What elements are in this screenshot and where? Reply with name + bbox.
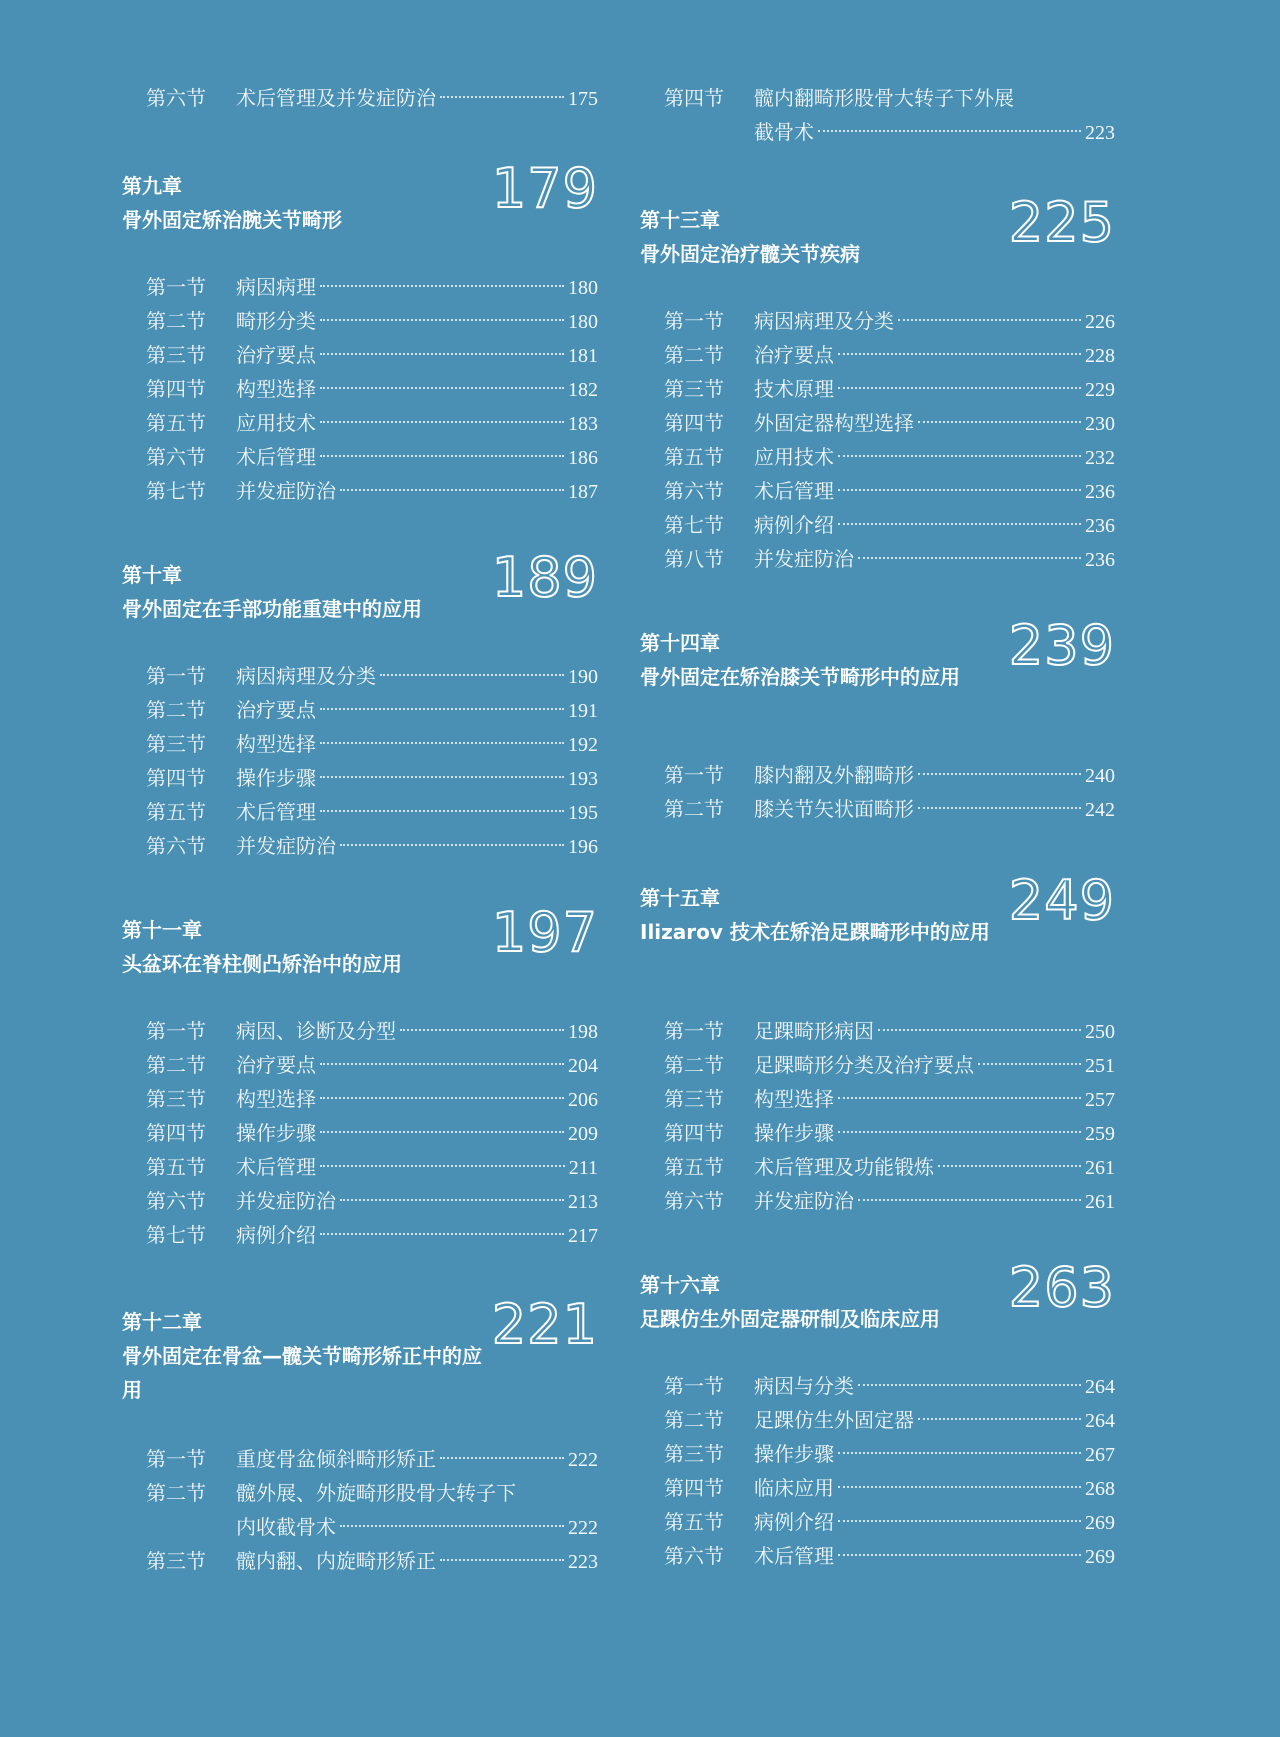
dot-leader (320, 708, 564, 710)
chapter-page-number: 239 (1008, 614, 1115, 677)
dot-leader (838, 489, 1081, 491)
section-number: 第二节 (146, 698, 206, 722)
page-number: 213 (568, 1191, 598, 1213)
toc-entry[interactable] (146, 659, 598, 693)
section-number: 第三节 (146, 1549, 206, 1573)
toc-entry[interactable] (664, 758, 1115, 792)
toc-entry[interactable] (664, 1437, 1115, 1471)
toc-entry-line2 (664, 115, 1115, 150)
dot-leader (440, 96, 564, 98)
toc-entry[interactable] (146, 1184, 598, 1218)
section-title: 操作步骤 (754, 1121, 834, 1145)
toc-entry[interactable] (664, 1082, 1115, 1116)
section-number: 第一节 (146, 1447, 206, 1471)
toc-entry[interactable] (146, 1082, 598, 1116)
toc-entry[interactable] (664, 1184, 1115, 1218)
section-title: 应用技术 (754, 445, 834, 469)
toc-entry-line1 (664, 81, 1115, 115)
section-title: 治疗要点 (754, 343, 834, 367)
section-title: 治疗要点 (236, 343, 316, 367)
dot-leader (440, 1559, 564, 1561)
dot-leader (320, 353, 564, 355)
section-title: 术后管理 (236, 800, 316, 824)
toc-entry[interactable] (146, 1048, 598, 1082)
section-title: 并发症防治 (236, 834, 336, 858)
chapter-title: 骨外固定在矫治膝关节畸形中的应用 (640, 665, 960, 689)
section-title: 构型选择 (236, 377, 316, 401)
section-title: 术后管理及功能锻炼 (754, 1155, 934, 1179)
chapter-label: 第十六章 (640, 1273, 720, 1297)
dot-leader (918, 807, 1081, 809)
chapter-label: 第十二章 (122, 1310, 202, 1334)
section-number: 第一节 (146, 1019, 206, 1043)
dot-leader (320, 387, 564, 389)
section-number: 第七节 (664, 513, 724, 537)
section-title: 病因病理及分类 (236, 664, 376, 688)
dot-leader (320, 285, 564, 287)
section-number: 第六节 (146, 1189, 206, 1213)
page-number: 211 (568, 1157, 598, 1179)
dot-leader (320, 742, 564, 744)
dot-leader (320, 1165, 565, 1167)
section-number: 第一节 (664, 763, 724, 787)
dot-leader (320, 1097, 564, 1099)
page-number: 182 (568, 379, 598, 401)
toc-entry-line1 (146, 1476, 598, 1510)
page-number: 222 (568, 1517, 598, 1539)
page-number: 264 (1085, 1376, 1115, 1398)
page-number: 183 (568, 413, 598, 435)
toc-entry[interactable] (146, 406, 598, 440)
toc-entry[interactable] (664, 338, 1115, 372)
dot-leader (320, 455, 564, 457)
dot-leader (838, 1520, 1081, 1522)
dot-leader (838, 523, 1081, 525)
section-number: 第二节 (146, 1481, 206, 1505)
section-title: 重度骨盆倾斜畸形矫正 (236, 1447, 436, 1471)
section-title: 髋外展、外旋畸形股骨大转子下 (236, 1481, 516, 1505)
page-number: 232 (1085, 447, 1115, 469)
toc-entry[interactable] (664, 440, 1115, 474)
page-number: 223 (1085, 122, 1115, 144)
toc-entry[interactable] (664, 1403, 1115, 1437)
section-title: 操作步骤 (236, 766, 316, 790)
section-title: 术后管理 (236, 1155, 316, 1179)
section-number: 第四节 (664, 86, 724, 110)
section-number: 第一节 (664, 1374, 724, 1398)
toc-entry[interactable] (664, 1505, 1115, 1539)
page-number: 236 (1085, 515, 1115, 537)
section-number: 第六节 (146, 86, 206, 110)
page-number: 206 (568, 1089, 598, 1111)
section-title: 足踝仿生外固定器 (754, 1408, 914, 1432)
chapter-title: 足踝仿生外固定器研制及临床应用 (640, 1307, 940, 1331)
page-number: 175 (568, 88, 598, 110)
dot-leader (858, 557, 1081, 559)
section-title: 并发症防治 (236, 1189, 336, 1213)
section-title: 病因、诊断及分型 (236, 1019, 396, 1043)
chapter-title: 头盆环在脊柱侧凸矫治中的应用 (122, 952, 402, 976)
dot-leader (838, 1486, 1081, 1488)
chapter-heading[interactable] (122, 901, 598, 981)
section-title: 髋内翻畸形股骨大转子下外展 (754, 86, 1014, 110)
dot-leader (838, 1452, 1081, 1454)
page-number: 217 (568, 1225, 598, 1247)
page-number: 198 (568, 1021, 598, 1043)
toc-entry[interactable] (146, 1218, 598, 1252)
toc-entry[interactable] (664, 542, 1115, 576)
section-title: 并发症防治 (754, 1189, 854, 1213)
dot-leader (320, 1063, 564, 1065)
dot-leader (340, 1525, 564, 1527)
chapter-heading[interactable] (122, 1293, 598, 1407)
dot-leader (978, 1063, 1081, 1065)
section-number: 第六节 (664, 1544, 724, 1568)
section-number: 第五节 (146, 411, 206, 435)
section-number: 第七节 (146, 1223, 206, 1247)
chapter-page-number: 221 (491, 1293, 598, 1356)
section-number: 第二节 (664, 797, 724, 821)
page-number: 242 (1085, 799, 1115, 821)
toc-entry[interactable] (146, 727, 598, 761)
toc-entry[interactable] (664, 1150, 1115, 1184)
section-number: 第二节 (146, 309, 206, 333)
toc-entry[interactable] (146, 304, 598, 338)
page-number: 180 (568, 311, 598, 333)
section-title-continued: 截骨术 (754, 120, 814, 144)
toc-entry[interactable] (146, 474, 598, 508)
section-number: 第一节 (146, 275, 206, 299)
page-number: 196 (568, 836, 598, 858)
page-number: 268 (1085, 1478, 1115, 1500)
toc-entry-line2 (146, 1510, 598, 1545)
section-title: 膝关节矢状面畸形 (754, 797, 914, 821)
toc-entry[interactable] (146, 761, 598, 795)
chapter-heading[interactable] (122, 157, 598, 237)
chapter-label: 第九章 (122, 174, 182, 198)
section-title: 临床应用 (754, 1476, 834, 1500)
dot-leader (838, 455, 1081, 457)
section-number: 第二节 (664, 343, 724, 367)
dot-leader (440, 1457, 564, 1459)
page-number: 195 (568, 802, 598, 824)
section-number: 第三节 (664, 1087, 724, 1111)
toc-entry[interactable] (664, 304, 1115, 338)
section-title: 病因与分类 (754, 1374, 854, 1398)
section-number: 第六节 (664, 1189, 724, 1213)
page-number: 226 (1085, 311, 1115, 333)
dot-leader (340, 489, 564, 491)
toc-entry[interactable] (146, 372, 598, 406)
dot-leader (320, 319, 564, 321)
dot-leader (838, 387, 1081, 389)
dot-leader (858, 1199, 1081, 1201)
chapter-page-number: 197 (491, 901, 598, 964)
section-title: 并发症防治 (236, 479, 336, 503)
section-title: 操作步骤 (754, 1442, 834, 1466)
dot-leader (340, 844, 564, 846)
page-number: 261 (1085, 1157, 1115, 1179)
dot-leader (340, 1199, 564, 1201)
dot-leader (320, 776, 564, 778)
section-number: 第五节 (664, 445, 724, 469)
dot-leader (858, 1384, 1081, 1386)
chapter-label: 第十五章 (640, 886, 720, 910)
page-number: 251 (1085, 1055, 1115, 1077)
chapter-page-number: 189 (491, 546, 598, 609)
dot-leader (918, 1418, 1081, 1420)
page-number: 269 (1085, 1546, 1115, 1568)
section-title: 病例介绍 (236, 1223, 316, 1247)
toc-entry[interactable] (664, 372, 1115, 406)
page-number: 186 (568, 447, 598, 469)
section-number: 第一节 (664, 1019, 724, 1043)
section-number: 第三节 (664, 1442, 724, 1466)
toc-entry[interactable] (146, 270, 598, 304)
chapter-title: 骨外固定治疗髋关节疾病 (640, 242, 860, 266)
dot-leader (838, 353, 1081, 355)
section-number: 第四节 (146, 377, 206, 401)
chapter-title: 骨外固定矫治腕关节畸形 (122, 208, 342, 232)
page-number: 261 (1085, 1191, 1115, 1213)
page-number: 259 (1085, 1123, 1115, 1145)
section-number: 第二节 (664, 1053, 724, 1077)
toc-entry[interactable] (664, 1116, 1115, 1150)
chapter-title: 骨外固定在骨盆—髋关节畸形矫正中的应用 (122, 1344, 482, 1402)
dot-leader (898, 319, 1081, 321)
toc-entry[interactable] (664, 508, 1115, 542)
section-title: 术后管理及并发症防治 (236, 86, 436, 110)
page-number: 192 (568, 734, 598, 756)
toc-entry[interactable] (664, 474, 1115, 508)
section-title: 应用技术 (236, 411, 316, 435)
page-number: 180 (568, 277, 598, 299)
section-number: 第四节 (146, 1121, 206, 1145)
section-title: 术后管理 (236, 445, 316, 469)
dot-leader (878, 1029, 1081, 1031)
section-number: 第六节 (664, 479, 724, 503)
section-number: 第五节 (146, 800, 206, 824)
dot-leader (838, 1554, 1081, 1556)
chapter-page-number: 249 (1008, 869, 1115, 932)
toc-entry[interactable] (146, 1014, 598, 1048)
chapter-label: 第十四章 (640, 631, 720, 655)
section-title: 足踝畸形分类及治疗要点 (754, 1053, 974, 1077)
section-title: 构型选择 (236, 1087, 316, 1111)
chapter-page-number: 263 (1008, 1256, 1115, 1319)
toc-entry[interactable] (664, 1014, 1115, 1048)
dot-leader (320, 421, 564, 423)
toc-entry[interactable] (146, 440, 598, 474)
section-number: 第六节 (146, 445, 206, 469)
dot-leader (938, 1165, 1081, 1167)
page-number: 236 (1085, 481, 1115, 503)
section-title: 操作步骤 (236, 1121, 316, 1145)
section-title: 病因病理 (236, 275, 316, 299)
toc-entry[interactable] (146, 81, 598, 115)
page-number: 223 (568, 1551, 598, 1573)
section-title: 构型选择 (236, 732, 316, 756)
page-number: 204 (568, 1055, 598, 1077)
page-number: 267 (1085, 1444, 1115, 1466)
dot-leader (320, 1233, 564, 1235)
page-number: 236 (1085, 549, 1115, 571)
toc-entry[interactable] (146, 1116, 598, 1150)
chapter-label: 第十一章 (122, 918, 202, 942)
section-number: 第五节 (664, 1510, 724, 1534)
page-number: 181 (568, 345, 598, 367)
section-number: 第四节 (664, 1476, 724, 1500)
page-number: 230 (1085, 413, 1115, 435)
section-title: 畸形分类 (236, 309, 316, 333)
section-title: 髋内翻、内旋畸形矫正 (236, 1549, 436, 1573)
section-title: 膝内翻及外翻畸形 (754, 763, 914, 787)
chapter-title: Ilizarov 技术在矫治足踝畸形中的应用 (640, 920, 990, 944)
page-number: 191 (568, 700, 598, 722)
dot-leader (838, 1097, 1081, 1099)
section-number: 第三节 (146, 732, 206, 756)
toc-entry[interactable] (146, 1150, 598, 1184)
dot-leader (400, 1029, 564, 1031)
chapter-title: 骨外固定在手部功能重建中的应用 (122, 597, 422, 621)
toc-entry[interactable] (664, 81, 1115, 150)
section-title-continued: 内收截骨术 (236, 1515, 336, 1539)
section-title: 构型选择 (754, 1087, 834, 1111)
dot-leader (380, 674, 564, 676)
page-number: 240 (1085, 765, 1115, 787)
page-number: 250 (1085, 1021, 1115, 1043)
page-number: 269 (1085, 1512, 1115, 1534)
section-title: 足踝畸形病因 (754, 1019, 874, 1043)
section-title: 术后管理 (754, 1544, 834, 1568)
chapter-page-number: 225 (1008, 191, 1115, 254)
section-title: 治疗要点 (236, 698, 316, 722)
toc-entry[interactable] (146, 693, 598, 727)
section-title: 病因病理及分类 (754, 309, 894, 333)
section-number: 第四节 (664, 1121, 724, 1145)
section-number: 第四节 (146, 766, 206, 790)
toc-entry[interactable] (146, 1476, 598, 1545)
toc-entry[interactable] (146, 1442, 598, 1476)
toc-entry[interactable] (664, 1471, 1115, 1505)
chapter-heading[interactable] (122, 546, 598, 626)
toc-entry[interactable] (146, 829, 598, 863)
chapter-label: 第十三章 (640, 208, 720, 232)
section-number: 第六节 (146, 834, 206, 858)
section-title: 技术原理 (754, 377, 834, 401)
section-title: 治疗要点 (236, 1053, 316, 1077)
section-title: 并发症防治 (754, 547, 854, 571)
page-number: 193 (568, 768, 598, 790)
toc-entry[interactable] (664, 1539, 1115, 1573)
section-number: 第五节 (146, 1155, 206, 1179)
section-number: 第四节 (664, 411, 724, 435)
toc-entry[interactable] (664, 1369, 1115, 1403)
page-number: 264 (1085, 1410, 1115, 1432)
chapter-heading[interactable] (640, 191, 1115, 271)
toc-entry[interactable] (146, 795, 598, 829)
dot-leader (838, 1131, 1081, 1133)
page-number: 222 (568, 1449, 598, 1471)
page-number: 229 (1085, 379, 1115, 401)
dot-leader (918, 773, 1081, 775)
toc-entry[interactable] (146, 338, 598, 372)
page-number: 257 (1085, 1089, 1115, 1111)
dot-leader (818, 130, 1081, 132)
section-number: 第二节 (146, 1053, 206, 1077)
chapter-page-number: 179 (491, 157, 598, 220)
toc-entry[interactable] (664, 406, 1115, 440)
dot-leader (918, 421, 1081, 423)
dot-leader (320, 810, 564, 812)
chapter-heading[interactable] (640, 1256, 1115, 1336)
page-number: 209 (568, 1123, 598, 1145)
section-number: 第七节 (146, 479, 206, 503)
dot-leader (320, 1131, 564, 1133)
page-number: 187 (568, 481, 598, 503)
toc-entry[interactable] (664, 792, 1115, 826)
toc-entry[interactable] (146, 1544, 598, 1578)
section-title: 病例介绍 (754, 513, 834, 537)
section-number: 第一节 (664, 309, 724, 333)
section-number: 第三节 (146, 1087, 206, 1111)
section-title: 术后管理 (754, 479, 834, 503)
section-number: 第三节 (664, 377, 724, 401)
section-number: 第一节 (146, 664, 206, 688)
toc-entry[interactable] (664, 1048, 1115, 1082)
page-number: 190 (568, 666, 598, 688)
section-number: 第五节 (664, 1155, 724, 1179)
section-number: 第八节 (664, 547, 724, 571)
chapter-heading[interactable] (640, 869, 1115, 949)
section-title: 外固定器构型选择 (754, 411, 914, 435)
section-title: 病例介绍 (754, 1510, 834, 1534)
section-number: 第二节 (664, 1408, 724, 1432)
chapter-label: 第十章 (122, 563, 182, 587)
page-number: 228 (1085, 345, 1115, 367)
section-number: 第三节 (146, 343, 206, 367)
chapter-heading[interactable] (640, 614, 1115, 694)
